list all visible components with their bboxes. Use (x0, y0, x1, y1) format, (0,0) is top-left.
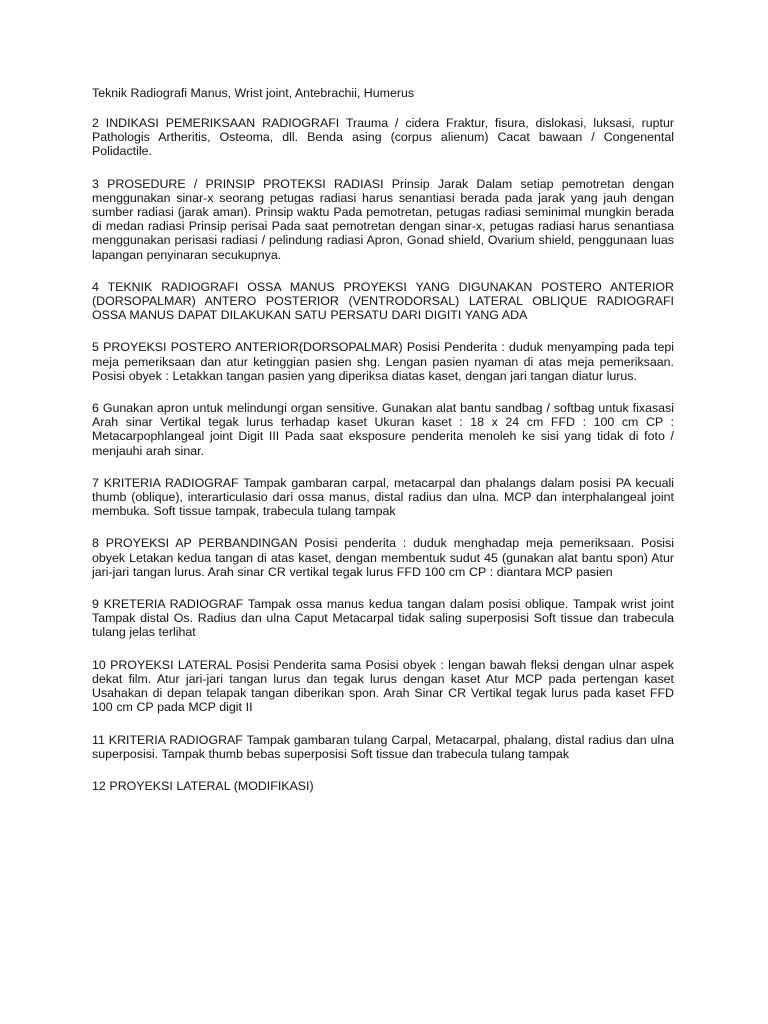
document-title: Teknik Radiografi Manus, Wrist joint, Antebrachii, Humerus (92, 86, 415, 100)
paragraph-teknik-radiografi: 4 TEKNIK RADIOGRAFI OSSA MANUS PROYEKSI YANG DIGUNAKAN POSTERO ANTERIOR (DORSOPALMAR) ANTERO POSTERIOR (VENTRODORSAL) LATERAL OBLIQUE RADIOGRAFI OSSA MANUS DAPAT DILAKUKAN SATU PERSATU DARI DIGITI YANG ADA (92, 279, 674, 323)
document-body (92, 86, 674, 793)
paragraph-kriteria-lateral: 11 KRITERIA RADIOGRAF Tampak gambaran tulang Carpal, Metacarpal, phalang, distal radius dan ulna superposisi. Tampak thumb bebas superposisi Soft tissue dan trabecula tulang tampak (92, 732, 674, 761)
paragraph-lateral-modifikasi: 12 PROYEKSI LATERAL (MODIFIKASI) (92, 778, 314, 793)
paragraph-proyeksi-ap: 8 PROYEKSI AP PERBANDINGAN Posisi penderita : duduk menghadap meja pemeriksaan. Posisi obyek Letakan kedua tangan di atas kaset, dengan membentuk sudut 45 (gunakan alat bantu spon) Atur jari-jari tangan lurus. Arah sinar CR vertikal tegak lurus FFD 100 cm CP : diantara MCP pasien (92, 536, 674, 579)
paragraph-proyeksi-pa: 5 PROYEKSI POSTERO ANTERIOR(DORSOPALMAR) Posisi Penderita : duduk menyamping pada tepi meja pemeriksaan dan atur ketinggian pasien shg. Lengan pasien nyaman di atas meja pemeriksaan. Posisi obyek : Letakkan tangan pasien yang diperiksa diatas kaset, dengan jari tangan diatur lurus. (92, 340, 674, 383)
paragraph-kriteria-ap: 9 KRETERIA RADIOGRAF Tampak ossa manus kedua tangan dalam posisi oblique. Tampak wrist joint Tampak distal Os. Radius dan ulna Caput Metacarpal tidak saling superposisi Soft tissue dan trabecula tulang jelas terlihat (92, 597, 674, 640)
paragraph-apron: 6 Gunakan apron untuk melindungi organ sensitive. Gunakan alat bantu sandbag / softbag untuk fixasasi Arah sinar Vertikal tegak lurus terhadap kaset Ukuran kaset : 18 x 24 cm FFD : 100 cm CP : Metacarpophlangeal joint Digit III Pada saat eksposure penderita menoleh ke sisi yang tidak di foto / menjauhi arah sinar. (92, 401, 674, 458)
paragraph-indikasi: 2 INDIKASI PEMERIKSAAN RADIOGRAFI Trauma / cidera Fraktur, fisura, dislokasi, luksasi, ruptur Pathologis Artheritis, Osteoma, dll. Benda asing (corpus alienum) Cacat bawaan / Congenental Polidactile. (92, 116, 674, 159)
paragraph-proteksi-radiasi: 3 PROSEDURE / PRINSIP PROTEKSI RADIASI Prinsip Jarak Dalam setiap pemotretan dengan menggunakan sinar-x seorang petugas radiasi harus senantiasi berada pada jarak yang jauh dengan sumber radiasi (jarak aman). Prinsip waktu Pada pemotretan, petugas radiasi seminimal mungkin berada di medan radiasi Prinsip perisai Pada saat pemotretan dengan sinar-x, petugas radiasi harus senantiasa menggunakan perisasi radiasi / pelindung radiasi Apron, Gonad shield, Ovarium shield, penggunaan luas lapangan penyinaran secukupnya. (92, 176, 674, 262)
paragraph-kriteria-pa: 7 KRITERIA RADIOGRAF Tampak gambaran carpal, metacarpal dan phalangs dalam posisi PA kecuali thumb (oblique), interarticulasio dari ossa manus, distal radius dan ulna. MCP dan interphalangeal joint membuka. Soft tissue tampak, trabecula tulang tampak (92, 475, 674, 519)
paragraph-proyeksi-lateral: 10 PROYEKSI LATERAL Posisi Penderita sama Posisi obyek : lengan bawah fleksi dengan ulnar aspek dekat film. Atur jari-jari tangan lurus dan tegak lurus dengan kaset Atur MCP pada pertengan kaset Usahakan di depan telapak tangan diberikan spon. Arah Sinar CR Vertikal tegak lurus pada kaset FFD 100 cm CP pada MCP digit II (92, 657, 674, 715)
